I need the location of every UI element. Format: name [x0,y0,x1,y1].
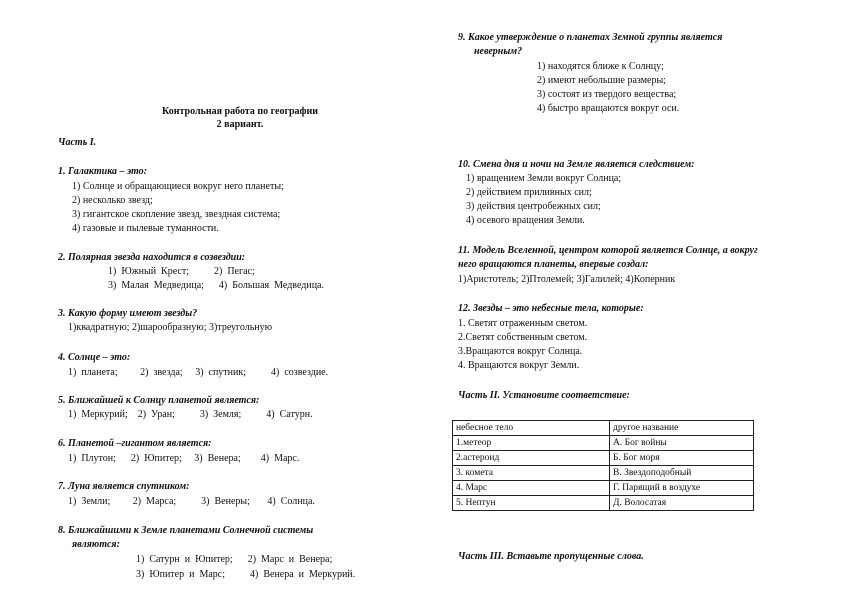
q8-answers-row1: 1) Сатурн и Юпитер; 2) Марс и Венера; [136,554,333,565]
matching-table [452,420,754,511]
table-cell: Д. Волосатая [610,496,754,511]
document-title: Контрольная работа по географии [161,106,319,117]
table-cell: А. Бог войны [610,436,754,451]
question-7: 7. Луна является спутником: [58,481,190,492]
q1-answer-3: 3) гигантское скопление звезд, звездная система; [72,209,281,220]
q9-answer-1: 1) находятся ближе к Солнцу; [537,61,664,72]
table-cell: Б. Бог моря [610,451,754,466]
table-row [453,451,754,466]
question-8-cont: являются: [72,539,120,550]
q10-answer-4: 4) осевого вращения Земли. [466,215,585,226]
question-11: 11. Модель Вселенной, центром которой является Солнце, а вокруг [458,245,758,256]
table-row [453,481,754,496]
table-cell: 1.метеор [453,436,610,451]
question-2: 2. Полярная звезда находится в созвездии: [58,252,246,263]
q12-answer-3: 3.Вращаются вокруг Солнца. [458,346,583,357]
q10-answer-3: 3) действия центробежных сил; [466,201,601,212]
table-header: другое название [610,421,754,436]
q2-answers-row1: 1) Южный Крест; 2) Пегас; [108,266,255,277]
table-row [453,436,754,451]
variant-label: 2 вариант. [216,119,264,130]
q10-answer-1: 1) вращением Земли вокруг Солнца; [466,173,622,184]
question-11-cont: него вращаются планеты, впервые создал: [458,259,649,270]
q8-answers-row2: 3) Юпитер и Марс; 4) Венера и Меркурий. [136,569,356,580]
table-cell: 5. Нептун [453,496,610,511]
question-12: 12. Звезды – это небесные тела, которые: [458,303,644,314]
question-8: 8. Ближайшими к Земле планетами Солнечной системы [58,525,314,536]
question-9-cont: неверным? [474,46,523,57]
question-9: 9. Какое утверждение о планетах Земной группы является [458,32,723,43]
table-row [453,466,754,481]
table-header-row [453,421,754,436]
q12-answer-4: 4. Вращаются вокруг Земли. [458,360,580,371]
question-10: 10. Смена дня и ночи на Земле является следствием: [458,159,695,170]
q9-answer-2: 2) имеют небольшие размеры; [537,75,666,86]
part3-heading: Часть III. Вставьте пропущенные слова. [458,551,644,562]
q9-answer-4: 4) быстро вращаются вокруг оси. [537,103,680,114]
q12-answer-2: 2.Светят собственным светом. [458,332,588,343]
q11-answers: 1)Аристотель; 2)Птолемей; 3)Галилей; 4)Коперник [458,274,676,285]
table-cell: Г. Парящий в воздухе [610,481,754,496]
q4-answers: 1) планета; 2) звезда; 3) спутник; 4) созвездие. [68,367,329,378]
q10-answer-2: 2) действием приливных сил; [466,187,592,198]
part2-heading: Часть II. Установите соответствие: [458,390,630,401]
question-5: 5. Ближайшей к Солнцу планетой является: [58,395,260,406]
q1-answer-1: 1) Солнце и обращающиеся вокруг него планеты; [72,181,284,192]
q6-answers: 1) Плутон; 2) Юпитер; 3) Венера; 4) Марс. [68,453,300,464]
q7-answers: 1) Земли; 2) Марса; 3) Венеры; 4) Солнца. [68,496,315,507]
q2-answers-row2: 3) Малая Медведица; 4) Большая Медведица. [108,280,324,291]
q5-answers: 1) Меркурий; 2) Уран; 3) Земля; 4) Сатурн. [68,409,313,420]
question-4: 4. Солнце – это: [58,352,131,363]
part1-heading: Часть I. [58,137,97,148]
q12-answer-1: 1. Светят отраженным светом. [458,318,588,329]
table-cell: В. Звездоподобный [610,466,754,481]
table-header: небесное тело [453,421,610,436]
question-6: 6. Планетой –гигантом является: [58,438,212,449]
q1-answer-2: 2) несколько звезд; [72,195,153,206]
table-cell: 4. Марс [453,481,610,496]
q9-answer-3: 3) состоят из твердого вещества; [537,89,677,100]
q1-answer-4: 4) газовые и пылевые туманности. [72,223,219,234]
table-cell: 3. комета [453,466,610,481]
question-1: 1. Галактика – это: [58,166,148,177]
q3-answers: 1)квадратную; 2)шарообразную; 3)треугольную [68,322,273,333]
table-cell: 2.астероид [453,451,610,466]
table-row [453,496,754,511]
question-3: 3. Какую форму имеют звезды? [58,308,198,319]
